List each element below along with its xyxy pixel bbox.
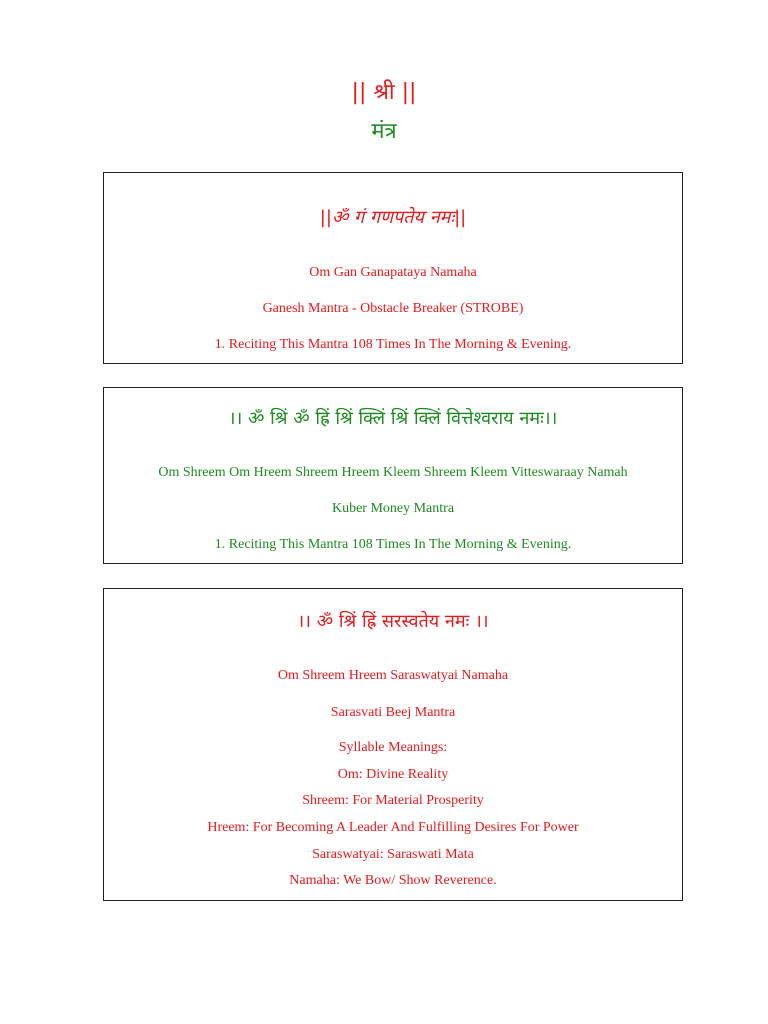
- kuber-mantra-devanagari: ।। ॐ श्रिं ॐ ह्रिं श्रिं क्लिं श्रिं क्लिं वित्तेश्वराय नमः।।: [228, 408, 558, 429]
- syllable-meaning-item: Om: Divine Reality: [337, 767, 449, 782]
- kuber-mantra-name: Kuber Money Mantra: [331, 501, 455, 516]
- ganesh-mantra-instruction: 1. Reciting This Mantra 108 Times In The Morning & Evening.: [214, 337, 572, 352]
- page-title-shri: || श्री ||: [351, 80, 417, 105]
- syllable-meanings-heading: Syllable Meanings:: [338, 740, 448, 755]
- syllable-meaning-item: Namaha: We Bow/ Show Reverence.: [289, 873, 497, 888]
- sarasvati-mantra-transliteration: Om Shreem Hreem Saraswatyai Namaha: [277, 668, 509, 683]
- kuber-mantra-transliteration: Om Shreem Om Hreem Shreem Hreem Kleem Shreem Kleem Vitteswaraay Namah: [158, 465, 628, 480]
- syllable-meaning-item: Hreem: For Becoming A Leader And Fulfilling Desires For Power: [207, 820, 579, 835]
- mantra-box-sarasvati: [103, 588, 683, 901]
- sarasvati-mantra-devanagari: ।। ॐ श्रिं ह्रिं सरस्वतेय नमः ।।: [297, 611, 489, 632]
- ganesh-mantra-name: Ganesh Mantra - Obstacle Breaker (STROBE): [262, 301, 524, 316]
- ganesh-mantra-transliteration: Om Gan Ganapataya Namaha: [309, 265, 477, 280]
- ganesh-mantra-devanagari: ||ॐ गं गणपतेय नमः||: [319, 207, 467, 228]
- sarasvati-mantra-name: Sarasvati Beej Mantra: [330, 705, 456, 720]
- syllable-meaning-item: Saraswatyai: Saraswati Mata: [312, 847, 474, 862]
- mantra-box-kuber: [103, 387, 683, 564]
- syllable-meaning-item: Shreem: For Material Prosperity: [302, 793, 484, 808]
- mantra-box-ganesh: [103, 172, 683, 364]
- kuber-mantra-instruction: 1. Reciting This Mantra 108 Times In The Morning & Evening.: [214, 537, 572, 552]
- page-subtitle-mantra: मंत्र: [371, 119, 397, 144]
